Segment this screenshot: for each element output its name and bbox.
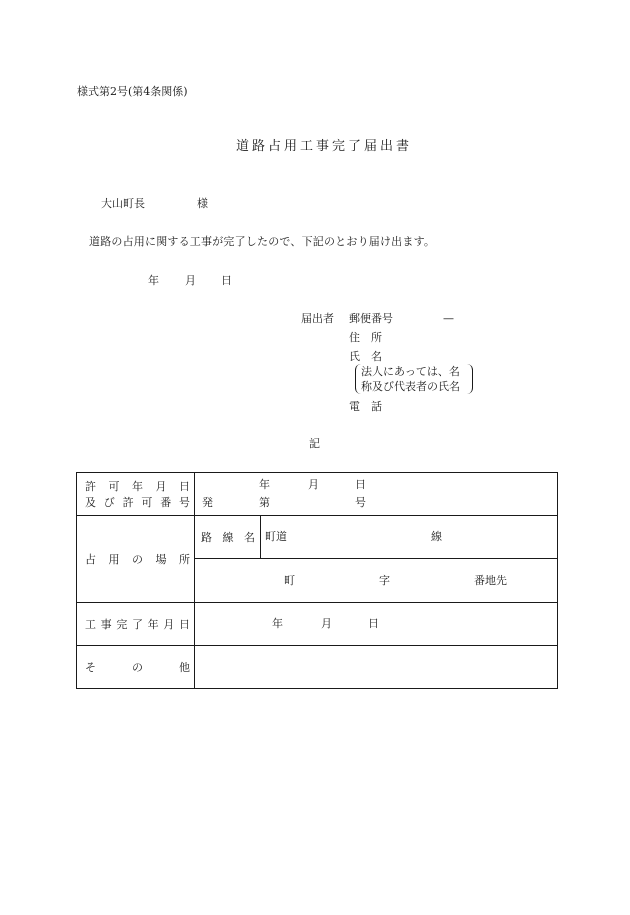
phone-label: 電 話 <box>349 400 382 413</box>
other-label <box>85 659 190 675</box>
label-char: 工 <box>85 618 96 631</box>
completion-value-cell[interactable] <box>195 603 558 646</box>
permit-day: 日 <box>355 478 366 491</box>
details-table <box>76 472 558 689</box>
route-prefix: 町道 <box>265 530 287 543</box>
label-char: 完 <box>116 618 128 631</box>
label-char: 許 <box>122 496 134 509</box>
other-row <box>77 646 558 689</box>
route-value-cell[interactable] <box>261 516 558 559</box>
route-suffix: 線 <box>431 530 442 543</box>
addressee <box>101 197 208 211</box>
postal-dash: — <box>443 312 454 325</box>
date-month: 月 <box>185 274 196 287</box>
route-name-label <box>201 529 255 545</box>
label-char: 及 <box>85 496 96 509</box>
corporation-note-line1: 法人にあっては、名 <box>361 365 460 378</box>
permit-row <box>77 473 558 516</box>
permit-month: 月 <box>308 478 319 491</box>
label-char: 日 <box>179 480 190 493</box>
addressee-name: 大山町長 <box>101 197 145 210</box>
label-char: 線 <box>222 531 234 544</box>
permit-year: 年 <box>259 478 270 491</box>
corporation-note-line2: 称及び代表者の氏名 <box>361 380 460 393</box>
label-char: の <box>132 661 143 674</box>
completion-year: 年 <box>272 617 283 630</box>
name-label: 氏 名 <box>349 350 382 363</box>
ki-heading: 記 <box>309 437 320 450</box>
addressee-honorific: 様 <box>197 197 208 210</box>
address-value-cell[interactable] <box>195 559 558 603</box>
label-char: 他 <box>179 661 190 674</box>
permit-value-cell[interactable] <box>195 473 558 516</box>
label-char: 番 <box>160 496 172 509</box>
completion-label-cell <box>77 603 195 646</box>
label-char: び <box>103 496 115 509</box>
label-char: 許 <box>85 480 96 493</box>
completion-month: 月 <box>321 617 332 630</box>
town-label: 町 <box>284 574 295 587</box>
label-char: 月 <box>155 480 167 493</box>
other-value-cell[interactable] <box>195 646 558 689</box>
label-char: 号 <box>178 496 190 509</box>
location-label <box>85 551 190 567</box>
permit-go: 号 <box>355 496 366 509</box>
label-char: 路 <box>201 531 212 544</box>
notifier-label: 届出者 <box>301 312 334 325</box>
label-char: 年 <box>147 618 159 631</box>
label-char: 占 <box>85 553 96 566</box>
label-char: 日 <box>178 618 190 631</box>
body-text: 道路の占用に関する工事が完了したので、下記のとおり届け出ます。 <box>89 235 436 248</box>
label-char: 事 <box>100 618 112 631</box>
permit-label-cell <box>77 473 195 516</box>
label-char: 用 <box>108 553 120 566</box>
address-label: 住 所 <box>349 331 382 344</box>
permit-issue: 発 <box>202 496 213 509</box>
corporation-note <box>355 364 473 394</box>
form-number: 様式第2号(第4条関係) <box>77 85 188 98</box>
label-char: 所 <box>179 553 190 566</box>
completion-day: 日 <box>368 617 379 630</box>
label-char: 場 <box>155 553 167 566</box>
date-day: 日 <box>221 274 232 287</box>
banchi-label: 番地先 <box>474 574 507 587</box>
label-char: 月 <box>163 618 175 631</box>
label-char: 可 <box>108 480 120 493</box>
permit-dai: 第 <box>259 496 270 509</box>
completion-row <box>77 603 558 646</box>
label-char: そ <box>85 661 96 674</box>
postal-code-label: 郵便番号 <box>349 312 393 325</box>
completion-label <box>85 616 190 632</box>
label-char: 名 <box>244 531 255 544</box>
label-char: 年 <box>132 480 143 493</box>
label-char: 了 <box>131 618 143 631</box>
location-row-1 <box>77 516 558 559</box>
date-year: 年 <box>148 274 159 287</box>
route-name-label-cell <box>195 516 261 559</box>
label-char: の <box>132 553 143 566</box>
document-title: 道路占用工事完了届出書 <box>236 139 413 154</box>
permit-label-line2 <box>85 494 190 510</box>
location-label-cell <box>77 516 195 603</box>
label-char: 可 <box>141 496 153 509</box>
aza-label: 字 <box>379 574 390 587</box>
other-label-cell <box>77 646 195 689</box>
permit-label-line1 <box>85 478 190 494</box>
